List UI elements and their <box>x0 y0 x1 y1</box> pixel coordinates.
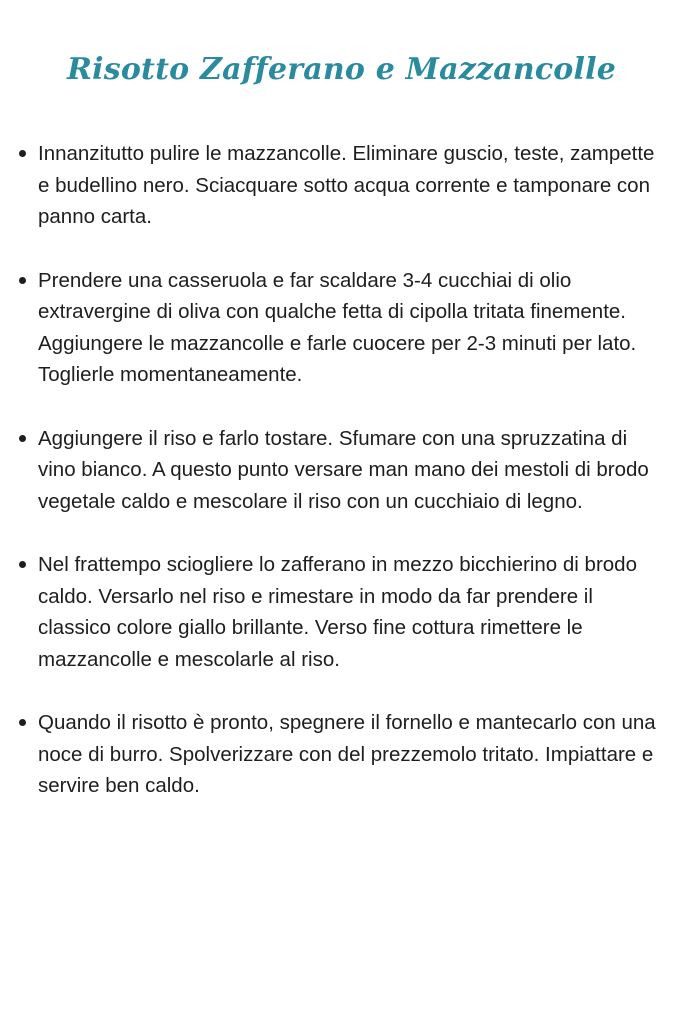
recipe-step-2 <box>16 265 656 391</box>
step-text: Prendere una casseruola e far scaldare 3-4 cucchiai di olio extravergine di oliva con qualche fetta di cipolla tritata finemente. Aggiungere le mazzancolle e farle cuocere per 2-3 minuti per lato. Toglierle momentaneamente. <box>38 268 637 386</box>
bullet-icon <box>19 150 26 157</box>
recipe-step-1 <box>16 138 656 233</box>
recipe-steps-list <box>16 138 656 834</box>
recipe-title: Risotto Zafferano e Mazzancolle <box>67 52 616 87</box>
step-text: Quando il risotto è pronto, spegnere il fornello e mantecarlo con una noce di burro. Spolverizzare con del prezzemolo tritato. Impiattare e servire ben caldo. <box>38 711 656 797</box>
bullet-icon <box>19 277 26 284</box>
step-text: Nel frattempo sciogliere lo zafferano in mezzo bicchierino di brodo caldo. Versarlo nel riso e rimestare in modo da far prendere il classico colore giallo brillante. Verso fine cottura rimettere le mazzancolle e mescolarle al riso. <box>38 553 637 671</box>
step-text: Innanzitutto pulire le mazzancolle. Eliminare guscio, teste, zampette e budellino nero. Sciacquare sotto acqua corrente e tamponare con panno carta. <box>38 142 655 228</box>
bullet-icon <box>19 561 26 568</box>
recipe-step-3 <box>16 423 656 518</box>
bullet-icon <box>19 435 26 442</box>
bullet-icon <box>19 719 26 726</box>
step-text: Aggiungere il riso e farlo tostare. Sfumare con una spruzzatina di vino bianco. A questo punto versare man mano dei mestoli di brodo vegetale caldo e mescolare il riso con un cucchiaio di legno. <box>38 426 649 513</box>
recipe-step-5 <box>16 707 656 802</box>
recipe-step-4 <box>16 549 656 675</box>
